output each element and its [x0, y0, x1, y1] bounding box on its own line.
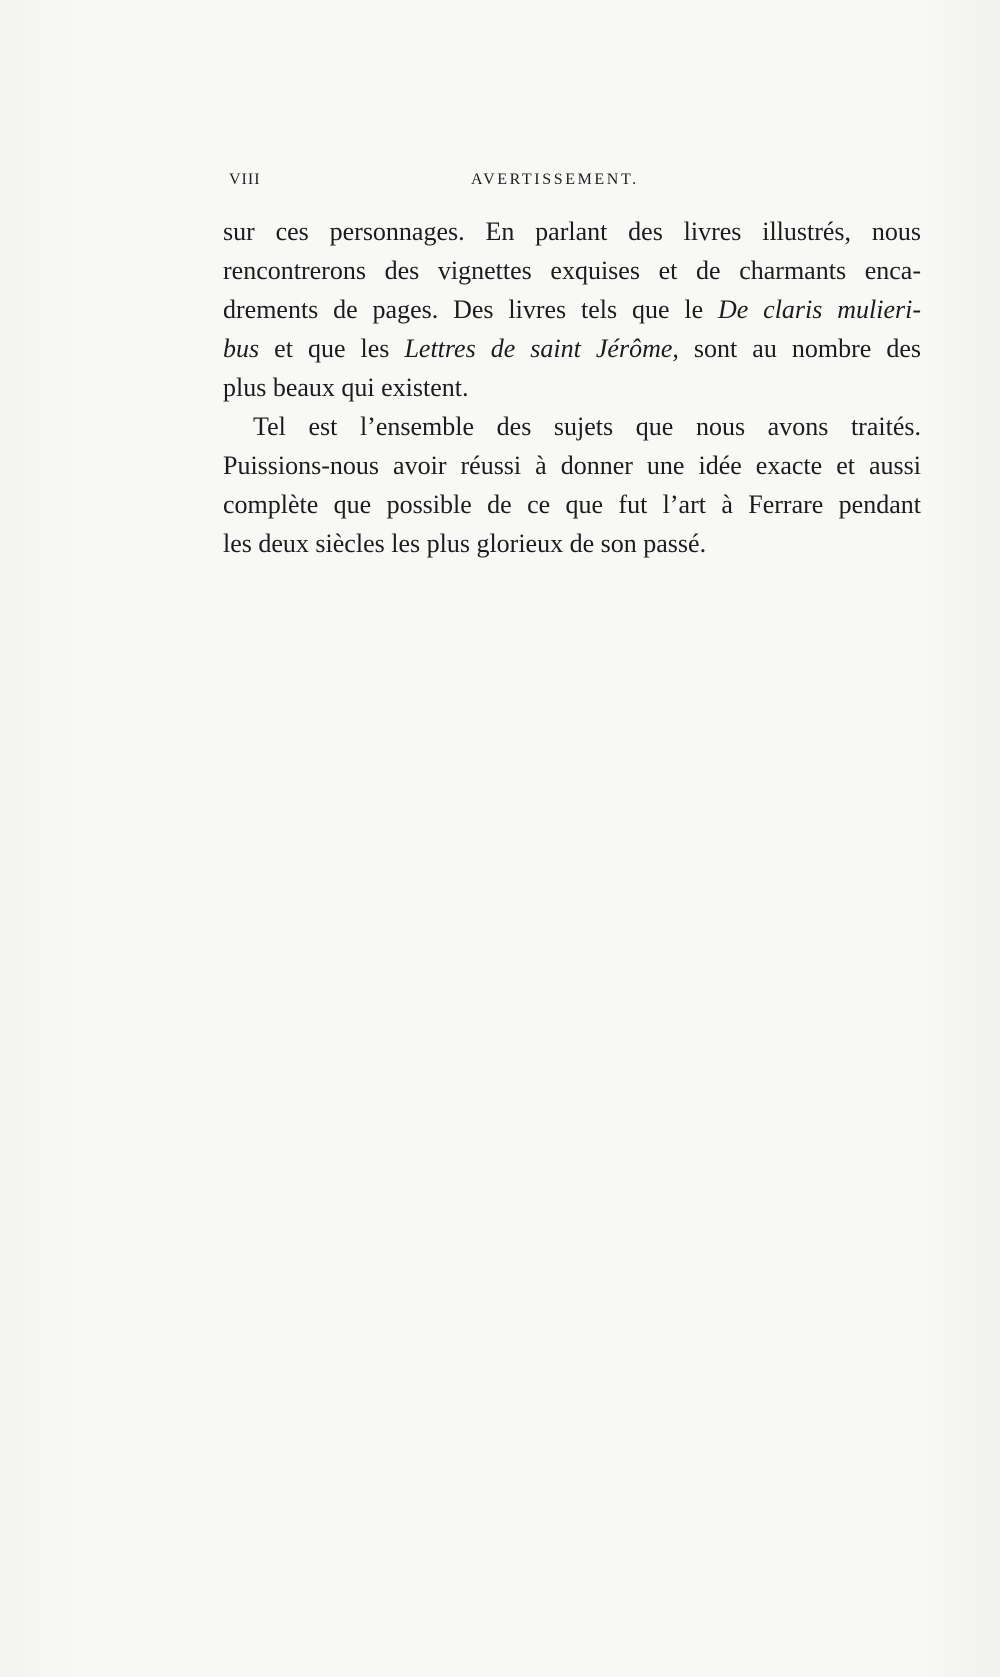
text-line	[223, 329, 921, 368]
running-head-title: AVERTISSEMENT.	[471, 171, 639, 188]
text-run: et que les	[259, 334, 405, 363]
text-line: Tel est l’ensemble des sujets que nous avons traités.	[253, 412, 921, 441]
text-line: les deux siècles les plus glorieux de son passé.	[223, 529, 707, 558]
text-run: drements de pages. Des livres tels que le	[223, 295, 718, 324]
running-head	[229, 171, 921, 197]
text-line: Puissions-nous avoir réussi à donner une idée exacte et aussi	[223, 451, 921, 480]
text-run: sont au nombre des	[678, 334, 921, 363]
body-text	[223, 212, 921, 563]
text-line: complète que possible de ce que fut l’art à Ferrare pendant	[223, 490, 921, 519]
italic-title-run: De claris mulieri-	[717, 295, 921, 324]
italic-title-run: bus	[223, 334, 260, 363]
paragraph-1	[223, 212, 921, 407]
paragraph-2	[223, 407, 921, 563]
text-line: rencontrerons des vignettes exquises et de charmants enca-	[223, 256, 921, 285]
text-line: plus beaux qui existent.	[223, 373, 469, 402]
text-line: sur ces personnages. En parlant des livres illustrés, nous	[223, 217, 921, 246]
text-line	[223, 290, 921, 329]
page-number: VIII	[229, 171, 261, 188]
italic-title-run: Lettres de saint Jérôme,	[404, 334, 679, 363]
